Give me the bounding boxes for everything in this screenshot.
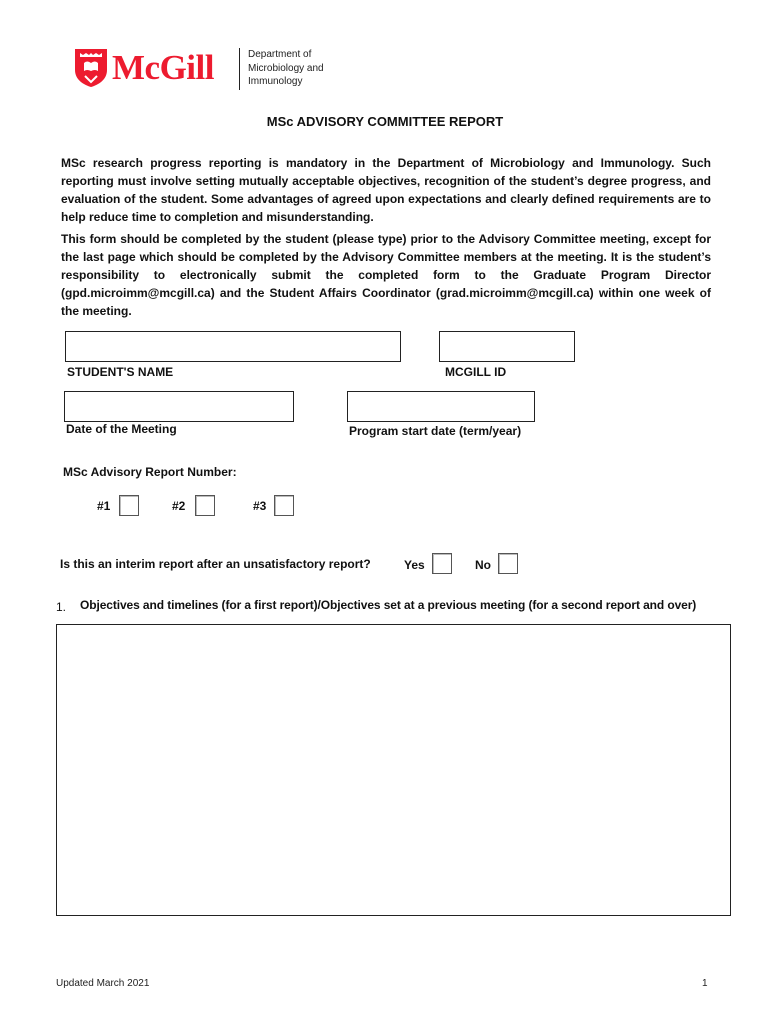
mcgill-id-label: MCGILL ID: [445, 365, 507, 379]
mcgill-wordmark: McGill: [112, 48, 214, 87]
student-name-field[interactable]: [65, 331, 401, 362]
interim-no-checkbox[interactable]: [498, 553, 518, 574]
section-heading: Objectives and timelines (for a first report)/Objectives set at a previous meeting (for a second report and over): [80, 598, 697, 612]
meeting-date-field[interactable]: [64, 391, 294, 422]
instructions-paragraph: This form should be completed by the student (please type) prior to the Advisory Committee meeting, except for the last page which should be completed by the Advisory Committee members at the meeting. It is the student’s responsibility to electronically submit the completed form to the Graduate Program Director (gpd.microimm@mcgill.ca) and the Student Affairs Coordinator (grad.microimm@mcgill.ca) within one week of the meeting.: [61, 232, 711, 318]
mcgill-shield-icon: [74, 48, 108, 88]
report-number-option-label: #2: [172, 499, 186, 513]
interim-yes-label: Yes: [404, 558, 425, 572]
report-3-checkbox[interactable]: [274, 495, 294, 516]
intro-paragraph: MSc research progress reporting is mandatory in the Department of Microbiology and Immunology. Such reporting must involve setting mutually acceptable objectives, recognition of the student’s degree progress, and evaluation of the student. Some advantages of agreed upon expectations and clearly defined requirements are to help reduce time to completion and misunderstanding.: [61, 156, 711, 224]
report-1-checkbox[interactable]: [119, 495, 139, 516]
student-name-label: STUDENT'S NAME: [67, 365, 174, 379]
objectives-textarea[interactable]: [56, 624, 731, 916]
footer-updated: Updated March 2021: [56, 978, 150, 989]
page-title: MSc ADVISORY COMMITTEE REPORT: [266, 114, 504, 129]
program-start-field[interactable]: [347, 391, 535, 422]
mcgill-logo: [74, 48, 344, 94]
department-name: [248, 48, 324, 89]
meeting-date-label: Date of the Meeting: [66, 422, 177, 436]
report-number-option-label: #1: [97, 499, 111, 513]
interim-no-label: No: [475, 558, 491, 572]
interim-yes-checkbox[interactable]: [432, 553, 452, 574]
report-number-option-label: #3: [253, 499, 267, 513]
department-line: Immunology: [248, 76, 303, 87]
logo-divider: [239, 48, 240, 90]
section-number: 1.: [56, 600, 67, 614]
department-line: Department of: [248, 49, 312, 60]
program-start-label: Program start date (term/year): [349, 424, 522, 438]
page-number: 1: [702, 978, 708, 989]
report-2-checkbox[interactable]: [195, 495, 215, 516]
interim-question: Is this an interim report after an unsatisfactory report?: [60, 557, 371, 571]
mcgill-id-field[interactable]: [439, 331, 575, 362]
department-line: Microbiology and: [248, 62, 324, 74]
report-number-label: MSc Advisory Report Number:: [63, 465, 237, 479]
